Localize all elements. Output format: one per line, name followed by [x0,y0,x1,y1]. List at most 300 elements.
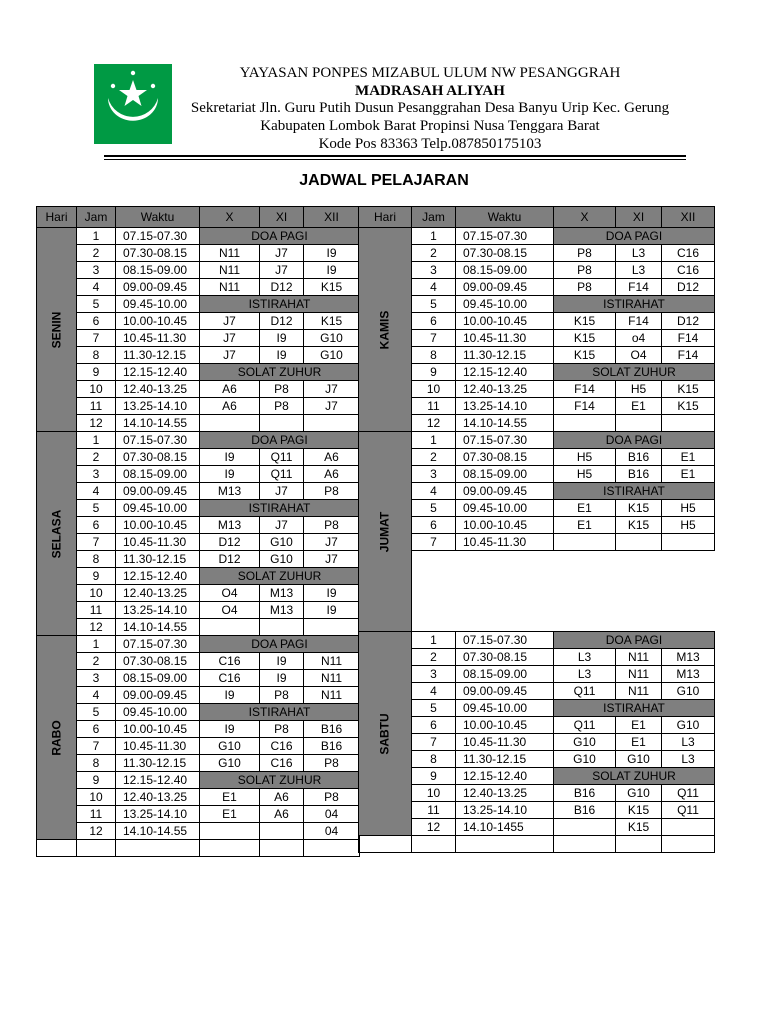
class-xii-cell: A6 [304,466,360,483]
class-x-cell: Q11 [554,683,616,700]
jam-cell: 8 [77,755,116,772]
header-jam: Jam [412,207,456,228]
empty-cell [359,836,412,853]
class-xi-cell: J7 [260,262,304,279]
waktu-cell: 07.15-07.30 [116,432,200,449]
table-row [37,619,360,636]
event-cell: DOA PAGI [554,432,715,449]
jam-cell: 1 [412,632,456,649]
jam-cell: 8 [77,551,116,568]
class-xi-cell: L3 [616,262,662,279]
table-row [37,636,360,653]
class-xi-cell: E1 [616,398,662,415]
spacer-cell [412,615,456,632]
waktu-cell: 09.00-09.45 [116,483,200,500]
class-xi-cell: I9 [260,347,304,364]
spacer-row [359,567,715,583]
class-x-cell: E1 [554,517,616,534]
class-xii-cell: P8 [304,755,360,772]
table-row [37,823,360,840]
class-xii-cell: H5 [662,500,715,517]
empty-cell [77,840,116,857]
class-xii-cell: I9 [304,262,360,279]
header-rule-thin [104,159,686,160]
waktu-cell: 11.30-12.15 [116,755,200,772]
waktu-cell: 10.45-11.30 [456,534,554,551]
spacer-cell [456,567,554,583]
table-row [359,768,715,785]
class-xi-cell: K15 [616,500,662,517]
class-x-cell: N11 [200,262,260,279]
table-row [359,802,715,819]
jam-cell: 8 [77,347,116,364]
table-row [37,432,360,449]
class-x-cell: M13 [200,483,260,500]
crescent-star-icon [94,64,172,144]
spacer-cell [662,615,715,632]
class-xii-cell: J7 [304,551,360,568]
jam-cell: 5 [77,500,116,517]
waktu-cell: 09.45-10.00 [456,296,554,313]
event-cell: ISTIRAHAT [200,500,360,517]
jam-cell: 9 [77,568,116,585]
day-label: KAMIS [377,310,392,349]
waktu-cell: 13.25-14.10 [116,398,200,415]
class-x-cell: N11 [200,245,260,262]
jam-cell: 11 [77,398,116,415]
spacer-row [359,583,715,599]
spacer-cell [456,615,554,632]
class-xi-cell: Q11 [260,449,304,466]
event-cell: ISTIRAHAT [554,700,715,717]
waktu-cell: 07.30-08.15 [456,449,554,466]
jam-cell: 2 [77,653,116,670]
class-xii-cell: P8 [304,517,360,534]
spacer-cell [616,615,662,632]
jam-cell: 10 [412,381,456,398]
waktu-cell: 12.40-13.25 [116,381,200,398]
jam-cell: 4 [77,687,116,704]
table-row [359,330,715,347]
spacer-cell [662,551,715,568]
waktu-cell: 11.30-12.15 [456,347,554,364]
table-row [37,500,360,517]
jam-cell: 1 [77,636,116,653]
waktu-cell: 07.15-07.30 [456,632,554,649]
event-cell: ISTIRAHAT [554,296,715,313]
jam-cell: 2 [77,449,116,466]
empty-row [359,836,715,853]
header-hari: Hari [37,207,77,228]
jam-cell: 6 [412,517,456,534]
waktu-cell: 09.45-10.00 [116,704,200,721]
header-jam: Jam [77,207,116,228]
waktu-cell: 13.25-14.10 [116,806,200,823]
table-row [37,415,360,432]
waktu-cell: 10.00-10.45 [456,517,554,534]
jam-cell: 11 [77,806,116,823]
event-cell: ISTIRAHAT [200,704,360,721]
waktu-cell: 10.45-11.30 [116,738,200,755]
waktu-cell: 09.00-09.45 [116,687,200,704]
table-row [359,500,715,517]
waktu-cell: 07.15-07.30 [456,228,554,245]
class-xii-cell [662,415,715,432]
postal-phone: Kode Pos 83363 Telp.087850175103 [318,136,542,152]
waktu-cell: 08.15-09.00 [456,466,554,483]
class-xi-cell: J7 [260,245,304,262]
day-label: SELASA [49,509,63,558]
class-xi-cell: A6 [260,806,304,823]
class-xi-cell: I9 [260,653,304,670]
class-xii-cell: G10 [662,717,715,734]
class-x-cell: P8 [554,279,616,296]
day-label-cell [359,432,412,632]
empty-cell [37,840,77,857]
waktu-cell: 09.00-09.45 [456,279,554,296]
class-x-cell [554,415,616,432]
class-xi-cell: P8 [260,381,304,398]
jam-cell: 1 [412,432,456,449]
jam-cell: 10 [412,785,456,802]
class-xii-cell: L3 [662,751,715,768]
waktu-cell: 08.15-09.00 [116,262,200,279]
spacer-cell [456,583,554,599]
table-row [359,666,715,683]
spacer-cell [554,583,616,599]
day-label-cell [37,228,77,432]
header-xii: XII [304,207,360,228]
class-x-cell: L3 [554,666,616,683]
address-line-1: Sekretariat Jln. Guru Putih Dusun Pesanggrahan Desa Banyu Urip Kec. Gerung [190,100,670,116]
table-row [37,398,360,415]
class-x-cell: J7 [200,347,260,364]
class-x-cell: A6 [200,381,260,398]
jam-cell: 2 [412,449,456,466]
event-cell: SOLAT ZUHUR [554,364,715,381]
waktu-cell: 07.30-08.15 [116,449,200,466]
class-x-cell: F14 [554,381,616,398]
waktu-cell: 14.10-14.55 [456,415,554,432]
jam-cell: 10 [77,381,116,398]
page-title: JADWAL PELAJARAN [299,172,469,189]
waktu-cell: 12.15-12.40 [116,568,200,585]
table-row [37,296,360,313]
table-row [359,415,715,432]
table-row [359,466,715,483]
spacer-cell [616,567,662,583]
waktu-cell: 07.30-08.15 [456,245,554,262]
jam-cell: 12 [412,415,456,432]
class-x-cell: H5 [554,449,616,466]
class-xii-cell: I9 [304,245,360,262]
empty-cell [304,840,360,857]
table-row [359,534,715,551]
table-row [359,262,715,279]
class-xi-cell [260,823,304,840]
spacer-cell [616,551,662,568]
waktu-cell: 10.45-11.30 [456,330,554,347]
table-row [359,819,715,836]
jam-cell: 3 [412,466,456,483]
waktu-cell: 10.00-10.45 [116,721,200,738]
jam-cell: 3 [77,466,116,483]
empty-cell [260,840,304,857]
table-row [359,517,715,534]
waktu-cell: 10.00-10.45 [116,517,200,534]
foundation-name: YAYASAN PONPES MIZABUL ULUM NW PESANGGRAH [239,65,621,81]
class-xii-cell: 04 [304,806,360,823]
header-xii: XII [662,207,715,228]
spacer-row [359,599,715,615]
jam-cell: 5 [412,500,456,517]
table-row [37,602,360,619]
waktu-cell: 09.45-10.00 [116,500,200,517]
class-xii-cell: D12 [662,313,715,330]
waktu-cell: 08.15-09.00 [456,262,554,279]
table-row [37,483,360,500]
waktu-cell: 09.00-09.45 [116,279,200,296]
class-xi-cell: M13 [260,585,304,602]
table-row [37,534,360,551]
spacer-cell [412,551,456,568]
waktu-cell: 11.30-12.15 [456,751,554,768]
jam-cell: 7 [77,330,116,347]
class-x-cell: B16 [554,785,616,802]
jam-cell: 1 [77,432,116,449]
class-xii-cell: Q11 [662,802,715,819]
class-x-cell: G10 [554,734,616,751]
jam-cell: 5 [412,296,456,313]
class-xii-cell: I9 [304,585,360,602]
class-xi-cell: J7 [260,483,304,500]
table-row [37,347,360,364]
table-row [37,721,360,738]
table-row [37,772,360,789]
event-cell: DOA PAGI [554,228,715,245]
jam-cell: 12 [412,819,456,836]
class-xi-cell: G10 [260,551,304,568]
class-xii-cell: G10 [662,683,715,700]
event-cell: ISTIRAHAT [200,296,360,313]
class-x-cell: F14 [554,398,616,415]
class-xi-cell: G10 [616,751,662,768]
class-xi-cell: P8 [260,398,304,415]
table-row [37,585,360,602]
jam-cell: 4 [412,279,456,296]
table-row [37,789,360,806]
spacer-cell [456,551,554,568]
jam-cell: 7 [412,534,456,551]
class-xii-cell: N11 [304,687,360,704]
table-row [37,755,360,772]
class-xi-cell: B16 [616,466,662,483]
table-row [37,517,360,534]
school-logo [94,64,172,144]
table-row [359,347,715,364]
event-cell: SOLAT ZUHUR [200,364,360,381]
jam-cell: 1 [412,228,456,245]
empty-cell [412,836,456,853]
class-xii-cell: K15 [304,313,360,330]
table-row [37,313,360,330]
class-xii-cell: Q11 [662,785,715,802]
class-xi-cell [616,415,662,432]
jam-cell: 2 [412,649,456,666]
class-x-cell: I9 [200,449,260,466]
waktu-cell: 08.15-09.00 [116,466,200,483]
class-xi-cell: C16 [260,738,304,755]
table-row [359,432,715,449]
class-xi-cell: D12 [260,279,304,296]
class-xii-cell: J7 [304,398,360,415]
table-row [37,364,360,381]
class-xi-cell: P8 [260,721,304,738]
class-x-cell [554,534,616,551]
waktu-cell: 07.15-07.30 [456,432,554,449]
table-row [37,704,360,721]
table-row [37,551,360,568]
spacer-cell [554,551,616,568]
waktu-cell: 13.25-14.10 [116,602,200,619]
class-x-cell: K15 [554,347,616,364]
class-xi-cell: N11 [616,683,662,700]
class-xii-cell: 04 [304,823,360,840]
class-xii-cell: L3 [662,734,715,751]
event-cell: DOA PAGI [554,632,715,649]
waktu-cell: 10.45-11.30 [456,734,554,751]
jam-cell: 10 [77,585,116,602]
jam-cell: 11 [412,802,456,819]
class-xii-cell: B16 [304,721,360,738]
spacer-cell [616,599,662,615]
waktu-cell: 12.40-13.25 [456,381,554,398]
table-row [37,687,360,704]
table-row [37,262,360,279]
class-x-cell: E1 [200,789,260,806]
class-x-cell: N11 [200,279,260,296]
class-xii-cell [304,415,360,432]
class-xii-cell: G10 [304,330,360,347]
table-row [359,734,715,751]
waktu-cell: 10.45-11.30 [116,330,200,347]
class-xii-cell [304,619,360,636]
class-xi-cell: N11 [616,666,662,683]
class-x-cell: A6 [200,398,260,415]
table-row [37,381,360,398]
jam-cell: 5 [412,700,456,717]
waktu-cell: 10.00-10.45 [456,313,554,330]
jam-cell: 9 [412,364,456,381]
class-x-cell: C16 [200,670,260,687]
waktu-cell: 10.00-10.45 [116,313,200,330]
event-cell: SOLAT ZUHUR [554,768,715,785]
table-row [359,296,715,313]
table-row [37,330,360,347]
table-row [37,245,360,262]
day-label-cell [37,432,77,636]
class-xi-cell: B16 [616,449,662,466]
jam-cell: 9 [412,768,456,785]
waktu-cell: 13.25-14.10 [456,802,554,819]
day-label: SENIN [49,311,63,348]
class-xi-cell: D12 [260,313,304,330]
class-xi-cell: K15 [616,802,662,819]
class-x-cell: D12 [200,534,260,551]
class-xii-cell: P8 [304,789,360,806]
class-x-cell: K15 [554,330,616,347]
class-xii-cell: F14 [662,330,715,347]
class-xii-cell: M13 [662,666,715,683]
class-x-cell: I9 [200,687,260,704]
class-xii-cell: C16 [662,262,715,279]
table-row [37,738,360,755]
header-waktu: Waktu [456,207,554,228]
class-x-cell: Q11 [554,717,616,734]
class-x-cell: B16 [554,802,616,819]
waktu-cell: 12.15-12.40 [456,768,554,785]
waktu-cell: 09.45-10.00 [456,500,554,517]
table-row [359,649,715,666]
table-row [359,449,715,466]
jam-cell: 10 [77,789,116,806]
class-xi-cell: E1 [616,717,662,734]
class-xi-cell: M13 [260,602,304,619]
class-xi-cell: G10 [616,785,662,802]
jam-cell: 2 [412,245,456,262]
jam-cell: 4 [77,279,116,296]
table-row [359,245,715,262]
class-xii-cell: I9 [304,602,360,619]
day-label-cell [359,228,412,432]
spacer-cell [412,583,456,599]
empty-cell [456,836,554,853]
jam-cell: 3 [412,262,456,279]
class-x-cell: I9 [200,466,260,483]
class-xi-cell [260,619,304,636]
waktu-cell: 08.15-09.00 [456,666,554,683]
class-xi-cell: O4 [616,347,662,364]
class-xii-cell: F14 [662,347,715,364]
class-xii-cell [662,819,715,836]
class-x-cell [200,823,260,840]
jam-cell: 6 [77,721,116,738]
waktu-cell: 09.00-09.45 [456,483,554,500]
class-xii-cell: N11 [304,653,360,670]
schedule-table-right [358,206,715,853]
class-x-cell: J7 [200,330,260,347]
table-row [359,364,715,381]
class-x-cell: G10 [200,755,260,772]
waktu-cell: 11.30-12.15 [116,347,200,364]
empty-cell [200,840,260,857]
jam-cell: 2 [77,245,116,262]
jam-cell: 7 [77,534,116,551]
jam-cell: 8 [412,347,456,364]
class-xii-cell: E1 [662,466,715,483]
table-row [359,683,715,700]
header-xi: XI [260,207,304,228]
spacer-cell [456,599,554,615]
day-label: RABO [49,719,63,756]
class-x-cell: E1 [200,806,260,823]
spacer-row [359,551,715,568]
school-name: MADRASAH ALIYAH [355,83,505,99]
address-line-2: Kabupaten Lombok Barat Propinsi Nusa Tenggara Barat [260,118,600,134]
class-xii-cell: P8 [304,483,360,500]
spacer-cell [554,567,616,583]
event-cell: SOLAT ZUHUR [200,772,360,789]
